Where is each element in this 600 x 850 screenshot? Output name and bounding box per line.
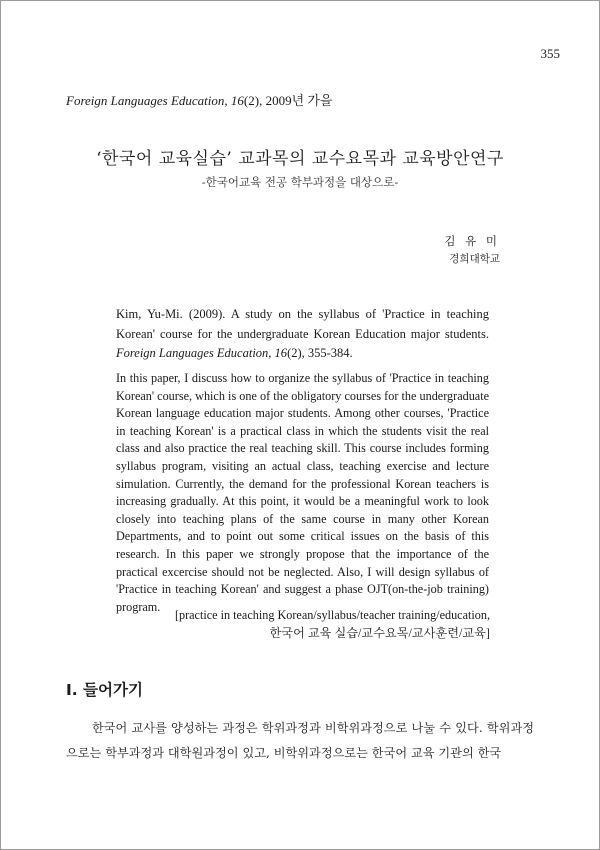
journal-issue-year: (2), 2009년 가을 (243, 93, 333, 108)
keywords (116, 607, 490, 642)
author-name: 김 유 미 (444, 234, 500, 248)
abstract: In this paper, I discuss how to organize the syllabus of 'Practice in teaching Korean' course, which is one of the obligatory courses for the undergraduate Korean language education major students. Among other courses, 'Practice in teaching Korean' is a practical class in which the students visit the real class and also practice the real teaching skill. This course includes forming syllabus program, visiting an actual class, teaching exercise and lecture simulation. Currently, the demand for the professional Korean teachers is increasing gradually. At this point, it would be a meaningful work to look closely into teaching plans of the same course in many other Korean Departments, and to point out some critical issues on the basis of this research. In this paper we strongly propose that the importance of the practical excercise should not be neglected. Also, I will design syllabus of 'Practice in teaching Korean' and suggest a phase OJT(on-the-job training) program. (116, 371, 489, 614)
citation-journal: Foreign Languages Education, 16 (116, 346, 288, 360)
author-affiliation: 경희대학교 (449, 253, 500, 265)
citation-pages: (2), 355-384. (287, 346, 353, 360)
journal-name: Foreign Languages Education, (66, 93, 228, 108)
page-number: 355 (540, 46, 560, 61)
journal-header (66, 90, 333, 109)
keywords-line-2: 한국어 교육 실습/교수요목/교사훈련/교육] (269, 625, 490, 640)
paper-subtitle: -한국어교육 전공 학부과정을 대상으로- (201, 175, 399, 189)
section-body: 한국어 교사를 양성하는 과정은 학위과정과 비학위과정으로 나눌 수 있다. 학위과정으로는 학부과정과 대학원과정이 있고, 비학위과정으로는 한국어 교육 기관의 한국 (66, 721, 534, 760)
journal-volume: 16 (230, 93, 244, 108)
paper-title: ‘한국어 교육실습’ 교과목의 교수요목과 교육방안연구 (96, 149, 504, 169)
section-heading: I. 들어가기 (66, 681, 143, 699)
citation-text: Kim, Yu-Mi. (2009). A study on the syllabus of 'Practice in teaching Korean' course for the undergraduate Korean Education major students. (116, 307, 489, 341)
citation-block (116, 305, 489, 364)
keywords-line-1: [practice in teaching Korean/syllabus/teacher training/education, (174, 608, 490, 622)
